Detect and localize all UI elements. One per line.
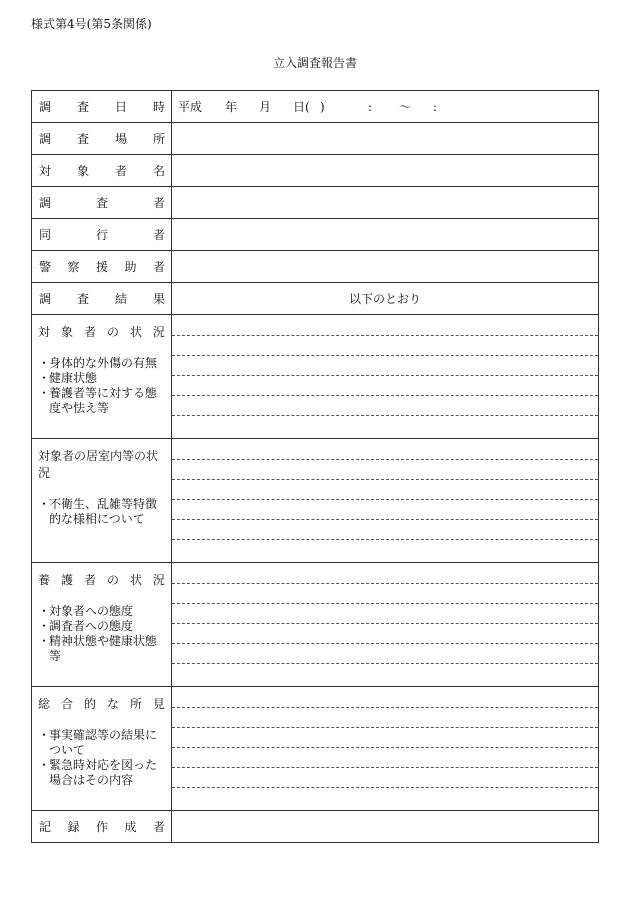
label-overall: 総 合 的 な 所 見 ・ 事実確認等の結果について ・ 緊急時対応を図った場合はその内容 (32, 687, 172, 811)
label-police: 警 察 援 助 者 (39, 260, 165, 274)
label-subject-name: 対 象 者 名 (39, 164, 165, 178)
label-subject-status: 対 象 者 の 状 況 ・ 身体的な外傷の有無 ・ 健康状態 ・ 養護者等に対する態度や怯え等 (32, 315, 172, 439)
overall-field[interactable] (172, 687, 599, 811)
recorder-field[interactable] (172, 811, 599, 843)
row-recorder (32, 811, 599, 843)
label-investigator: 調 査 者 (39, 196, 165, 210)
row-accompanying (32, 219, 599, 251)
label-caregiver-status: 養 護 者 の 状 況 ・ 対象者への態度 ・ 調査者への態度 ・ 精神状態や健康状態等 (32, 563, 172, 687)
room-status-field[interactable] (172, 439, 599, 563)
row-result (32, 283, 599, 315)
label-date: 調 査 日 時 (39, 100, 165, 114)
accompanying-field[interactable] (172, 219, 599, 251)
label-accompanying: 同 行 者 (39, 228, 165, 242)
result-value: 以下のとおり (172, 283, 599, 315)
row-subject-name (32, 155, 599, 187)
subject-name-field[interactable] (172, 155, 599, 187)
report-table (31, 90, 599, 843)
row-room-status (32, 439, 599, 563)
caregiver-status-field[interactable] (172, 563, 599, 687)
subject-status-field[interactable] (172, 315, 599, 439)
document-title: 立入調査報告書 (272, 56, 357, 70)
row-place (32, 123, 599, 155)
row-date (32, 91, 599, 123)
label-room-status: 対象者の居室内等の状況 ・ 不衛生、乱雑等特徴的な様相について (32, 439, 172, 563)
label-place: 調 査 場 所 (39, 132, 165, 146)
investigator-field[interactable] (172, 187, 599, 219)
row-police (32, 251, 599, 283)
date-field[interactable]: 平成 年 月 日( ) : 〜 : (172, 91, 599, 123)
police-field[interactable] (172, 251, 599, 283)
row-overall (32, 687, 599, 811)
label-result: 調 査 結 果 (39, 292, 165, 306)
row-investigator (32, 187, 599, 219)
row-subject-status (32, 315, 599, 439)
label-recorder: 記 録 作 成 者 (39, 820, 165, 834)
form-number: 様式第4号(第5条関係) (31, 17, 152, 31)
place-field[interactable] (172, 123, 599, 155)
row-caregiver-status (32, 563, 599, 687)
